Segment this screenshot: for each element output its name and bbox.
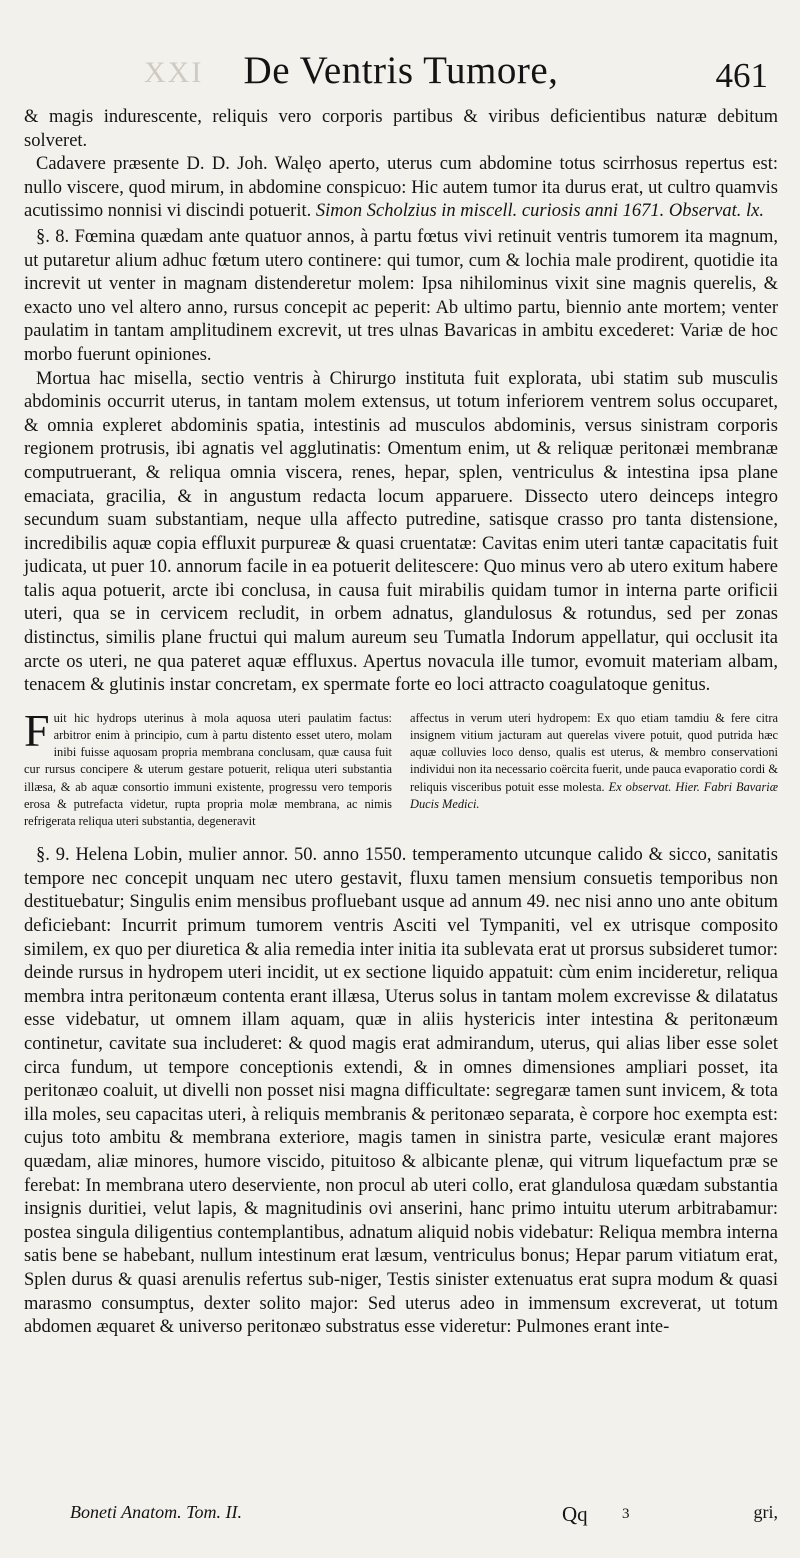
paragraph-dissection: Mortua hac misella, sectio ventris à Chirurgo instituta fuit explorata, ubi statim sub musculis abdominis occurrit uterus, in tantam molem extensus, ut totum inferiorem ventrem solus occuparet, & omnia expleret abdominis spatia, intestinis ad musculos abdominis, versus sinistram corporis regionem protrusis, ibi agnatis vel agglutinatis: Omentum enim, ut & reliquæ peritonæi membranæ computruerant, & reliqua omnia viscera, renes, hepar, splen, ventriculus & intestina ipsa plane emaciata, gracilia, & in angustum redacta locum apparuere. Dissecto utero deinceps integro secundum suam substantiam, neque ulla affecto putredine, satisque crasso pro tanta distensione, incredibilis aquæ copia effluxit purpureæ & quasi cruentatæ: Cavitas enim uteri tantæ capacitatis fuit judicata, ut puer 10. annorum facile in ea potuerit delitescere: Quo minus vero ab utero exitum habere talis aqua potuerit, arcte ibi conclusa, in causa fuit mirabilis quidam tumor in interna parte orificii uteri, qua se in cervicem recludit, in orbem adnatus, glandulosus & rotundus, sed per zonas distinctus, similis plane fructui qui malum aureum seu Tumatla Indorum appellatur, qui occlusit ita arcte os uteri, ne qua pateret aquæ effluxus. Apertus novacula ille tumor, evomuit materiam albam, tenacem & glutinis instar concretam, ex spermate forte eo loci attracto coagulatoque genitus. bbox=[24, 368, 778, 696]
signature-mark: Qq bbox=[562, 1502, 588, 1526]
show-through-text: XXI bbox=[144, 56, 204, 89]
paragraph-section-9: §. 9. Helena Lobin, mulier annor. 50. anno 1550. temperamento utcunque calido & sicco, sanitatis tempore nec concepit unquam nec utero gestavit, fluxu tamen mensium consuetis temporibus non destituebatur; Singulis enim mensibus profluebant usque ad annum 49. nec nisi anno uno ante obitum deficiebant: Incurrit primum tumorem ventris Asciti vel Tympaniti, vel ex utrisque composito similem, ex quo per diuretica & alia remedia inter initia ita sublevata erat ut prorsus subsideret tumor: deinde rursus in hydropem uteri incidit, ut ex sectione liquido appatuit: cùm enim incideretur, reliqua membra intra peritonæum contenta erant illæsa, Uterus solus in tantam molem excrevisse & dilatatus esse videbatur, ut omnem illam aquam, quæ in aliis hystericis inter intestina & peritonæum continetur, cavitate sua includeret: & quod magis erat admirandum, uterus, qui alias liber esse solet circa fundum, ut tempore conceptionis extendi, & in omnes dimensiones ampliari posset, ita peritonæo coaluit, ut divelli non posset nisi magna difficultate: segregaræ tamen sunt invicem, & tota illa moles, seu capacitas uteri, à reliquis membranis & peritonæo separata, è corpore hoc exempta est: cujus toto ambitu & membrana exteriore, magis tamen in sinistra parte, vesiculæ erant majores quædam, aliæ minores, humore viscido, pituitoso & albicante plenæ, qui vitrum liquefactum præ se ferebat: In membrana utero deserviente, non procul ab uteri collo, erat glandulosa quædam substantia insignis duritiei, velut lapis, & magnitudinis ovi anserini, hanc primo intuitu uterum arbitrabamur: postea singula diligentius contemplantibus, adnatum aliquid nobis videbatur: Reliqua membra interna satis bene se habebant, nullum intestinum erat læsum, ventriculus bonus; Hepar parum vitiatum erat, Splen durus & quasi arenulis refertus sub-niger, Testis sinister extenuatus erat supra modum & quasi marasmo consumptus, dexter solito major: Sed uterus adeo in immensum excreverat, ut totum abdomen æquaret & universo peritonæo substratus esse videretur: Pulmones erant inte- bbox=[24, 845, 778, 1338]
paragraph-case-waleus: Cadavere præsente D. D. Joh. Walęo aperto, uterus cum abdomine totus scirrhosus repertus est: nullo viscere, quod mirum, in abdomine conspicuo: Hic autem tumor ita durus erat, ut cultro quamvis acutissimo nonnisi vi discindi potuerit. Simon Scholzius in miscell. curiosis anni 1671. Observat. lx. bbox=[24, 154, 778, 222]
citation: Simon Scholzius in miscell. curiosis anni 1671. Observat. lx. bbox=[315, 201, 764, 222]
scholium-citation: Ex observat. Hier. Fabri Bavariæ Ducis Medici. bbox=[410, 779, 778, 811]
catchword: gri, bbox=[753, 1502, 778, 1522]
scholium-right-column: affectus in verum uteri hydropem: Ex quo etiam tamdiu & fere citra insignem vitium jacturam aut querelas vivere potuit, quod putrida hæc aquæ colluvies loco denso, qualis est uterus, & membro conservationi individui non ita necessario coërcita fuerit, unde pauca evaporatio cordi & reliquis visceribus potuit esse molesta. Ex observat. Hier. Fabri Bavariæ Ducis Medici. bbox=[410, 710, 778, 811]
page-footer bbox=[70, 1502, 778, 1528]
footer-book-title: Boneti Anatom. Tom. II. bbox=[70, 1502, 243, 1522]
page-header bbox=[24, 0, 778, 106]
paragraph-continuation: & magis indurescente, reliquis vero corporis partibus & viribus deficientibus naturæ debitum solveret. bbox=[24, 107, 778, 151]
page-number: 461 bbox=[715, 56, 768, 95]
running-title: De Ventris Tumore, bbox=[243, 49, 559, 92]
paragraph-section-8: §. 8. Fœmina quædam ante quatuor annos, à partu fœtus vivi retinuit ventris tumorem ita magnum, ut putaretur alium adhuc fœtum utero continere: qui tumor, cum & lochia male prodirent, quotidie ita increvit ut venter in magnam distenderetur molem: Ipsa nihilominus vixit sine magnis querelis, & exacto uno vel altero anno, rursus concepit ac peperit: Ab ultimo partu, biennio ante mortem; venter paulatim in tantam amplitudinem excrevit, ut tres ulnas Bavaricas in ambitu excederet: Variæ de hoc morbo fuerunt opiniones. bbox=[24, 226, 778, 365]
scholium-left-column: Fuit hic hydrops uterinus à mola aquosa uteri paulatim factus: arbitror enim à principio, cum à partu distento esset utero, molam inibi fuisse aquosam propria membrana conclusam, quæ causa fuit cur rursus concipere & uterum gestare potuerit, reliqua uteri substantia illæsa, & ab aquæ consortio immuni existente, progressu vero temporis erosa & putrefacta videtur, rupta propria molæ membrana, ac nimis refrigerata reliqua uteri substantia, degeneravit bbox=[24, 704, 392, 829]
scholium-two-column bbox=[24, 704, 778, 830]
drop-cap: F bbox=[24, 704, 50, 756]
signature-number: 3 bbox=[622, 1506, 630, 1522]
